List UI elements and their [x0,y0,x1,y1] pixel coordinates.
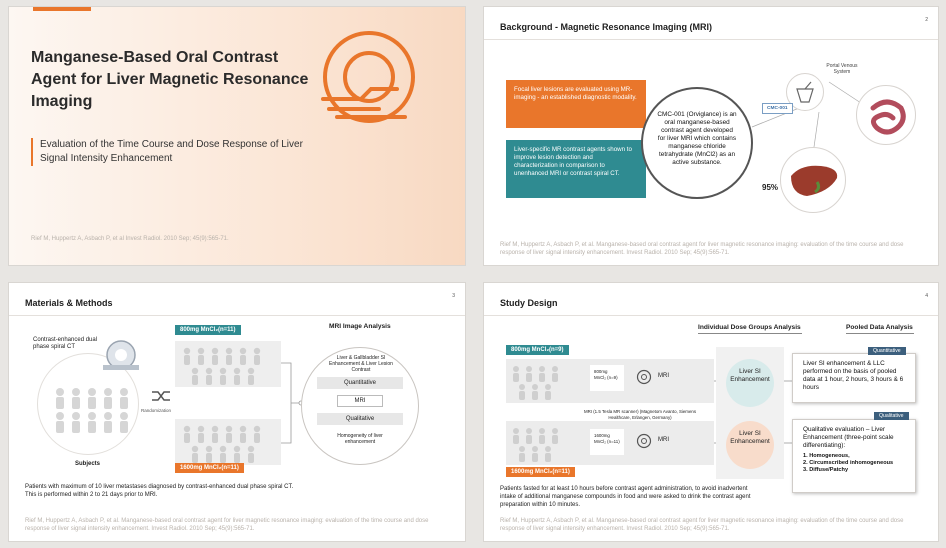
people-icon [506,421,576,465]
qualitative-item: 2. Circumscribed inhomogeneous [803,460,894,466]
mri-analysis-title: MRI Image Analysis [329,323,391,330]
percent-label: 95% [762,183,779,192]
qualitative-result [792,419,916,493]
liver-si-circle-top: Liver SI Enhancement [726,359,774,407]
sub-800-box: 800mg MnCl₂ (n=9) [590,365,624,391]
study-note: Patients fasted for at least 10 hours before contrast agent administration, to avoid inadvertent intake of additional manganese compounds in food and were asked to drink the contrast agent preparation within 10 minutes. [500,486,751,508]
intestine-circle [856,85,916,145]
page-number: 4 [925,293,928,299]
reference: Rief M, Huppertz A, Asbach P, et al. Manganese-based oral contrast agent for liver magnetic resonance imaging: evaluation of the time course and dose response of liver signal intensity enhancement. Invest Radiol. 2010 Sep; 45(9):565-71. [25,518,429,532]
title-slide[interactable] [8,6,466,266]
dose-1600-tag: 1600mg MnCl₂(n=11) [175,463,244,473]
reference: Rief M, Huppertz A, Asbach P, et al. Manganese-based oral contrast agent for liver magnetic resonance imaging: evaluation of the time course and dose response of liver signal intensity enhancement. Invest Radiol. 2010 Sep; 45(9):565-71. [500,518,904,532]
mri-scanner-icon [309,25,429,135]
accent-bar [33,7,91,11]
bracket-lines [279,343,303,463]
quantitative-result: Liver SI enhancement & LLC performed on the basis of pooled data at 1 hour, 2 hours, 3 hours & 6 hours [792,353,916,403]
dose-800-tag: 800mg MnCl₂(n=11) [175,325,241,335]
people-icon [175,341,281,387]
liver-icon [781,148,847,214]
individual-analysis-head: Individual Dose Groups Analysis [698,324,801,331]
slide-header: Study Design [500,298,558,308]
mri-icon [636,433,652,449]
people-icon [506,359,576,403]
qualitative-intro: Qualitative evaluation – Liver Enhancement (three-point scale differentiating): [803,426,894,449]
info-box-orange: Focal liver lesions are evaluated using MR-imaging - an established diagnostic modality. [506,80,646,128]
dose-800-tag: 800mg MnCl₂(n=9) [506,345,569,355]
cmc-tag: CMC-001 [762,103,793,114]
qualitative-item: 1. Homogeneous, [803,453,850,459]
group-1600-box [175,419,281,465]
individual-head-underline [698,333,802,334]
study-design-slide[interactable] [483,282,939,542]
mri-label-bottom: MRI [658,437,669,443]
portal-label: Portal Venous System [826,63,858,75]
page-number: 3 [452,293,455,299]
cmc-circle: CMC-001 (Orviglance) is an oral manganese-based contrast agent developed for liver MRI which contains manganese chloride tetrahydrate (MnCl2) as an active substance. [641,87,753,199]
quantitative-pill: Quantitative [317,377,403,389]
slide-subtitle: Evaluation of the Time Course and Dose Response of Liver Signal Intensity Enhancement [31,138,321,166]
slide-header: Background - Magnetic Resonance Imaging (MRI) [500,22,713,32]
header-divider [9,315,465,316]
subjects-label: Subjects [75,461,101,467]
ct-scanner-icon [101,339,141,373]
shuffle-icon [151,389,171,403]
ct-label: Contrast-enhanced dual phase spiral CT [33,337,98,350]
cup-icon [787,74,825,112]
pooled-head-underline [846,333,914,334]
dose-1600-tag: 1600mg MnCl₂(n=11) [506,467,575,477]
reference: Rief M, Huppertz A, Asbach P, et al. Manganese-based oral contrast agent for liver magnetic resonance imaging: evaluation of the time course and dose response of liver signal intensity enhancement. Invest Radiol. 2010 Sep; 45(9):565-71. [500,242,904,256]
homogeneity-label: Homogeneity of liver enhancement [337,433,383,445]
scanner-label: MRI (1.5 Tesla MR scanner) (Magnetom Avanto, Siemens Healthcare, Erlangen, Germany) [583,409,697,420]
mri-pill: MRI [337,395,383,407]
group-800-box [175,341,281,387]
randomization-label: Randomization [141,408,172,413]
qualitative-item: 3. Diffuse/Patchy [803,467,849,473]
methods-note: Patients with maximum of 10 liver metastases diagnosed by contrast-enhanced dual phase spiral CT. This is performed within 2 to 21 days prior to MRI. [25,484,294,498]
qualitative-pill: Qualitative [317,413,403,425]
page-number: 2 [925,17,928,23]
reference: Rief M, Huppertz A, Asbach P, et al Invest Radiol. 2010 Sep; 45(9):565-71. [31,236,229,242]
pooled-analysis-head: Pooled Data Analysis [846,324,913,331]
sub-1600-box: 1600mg MnCl₂ (n=11) [590,429,624,455]
people-icon [175,419,281,465]
slide-header: Materials & Methods [25,298,113,308]
liver-si-circle-bottom: Liver SI Enhancement [726,421,774,469]
qualitative-tag: Qualitative [874,412,909,420]
mri-icon [636,369,652,385]
liver-circle [780,147,846,213]
intestine-icon [857,86,917,146]
mri-circle-heading: Liver & Gallbladder SI Enhancement & Liver Lesion Contrast [329,355,393,373]
info-box-teal: Liver-specific MR contrast agents shown to improve lesion detection and characterization in comparison to unenhanced MRI or contrast spiral CT. [506,140,646,198]
header-divider [484,315,938,316]
slide-title: Manganese-Based Oral Contrast Agent for Liver Magnetic Resonance Imaging [31,49,309,110]
quantitative-tag: Quantitative [868,347,906,355]
background-slide[interactable] [483,6,939,266]
mri-label-top: MRI [658,373,669,379]
methods-slide[interactable] [8,282,466,542]
